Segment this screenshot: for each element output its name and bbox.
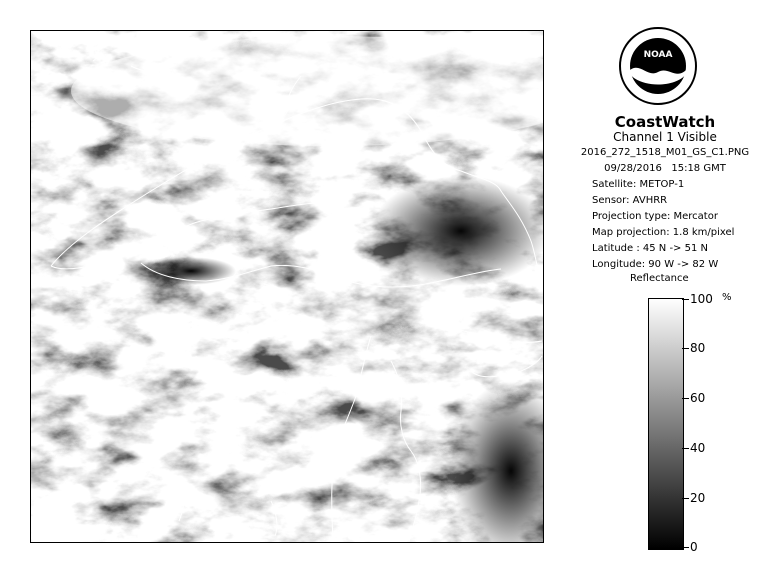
colorbar-tick-label: 0 [690,540,698,554]
latitude-label: Latitude : 45 N -> 51 N [592,243,708,254]
noaa-logo [618,26,698,106]
logo-text: NOAA [643,50,673,60]
colorbar-tick [682,348,689,349]
longitude-label: Longitude: 90 W -> 82 W [592,259,719,270]
colorbar-tick-label: 100 [690,292,713,306]
colorbar-tick [682,398,689,399]
colorbar-tick [682,448,689,449]
colorbar-tick-label: 60 [690,391,706,405]
projection-type-label: Projection type: Mercator [592,211,718,222]
cloud-imagery [31,31,543,542]
colorbar-tick-label: 80 [690,341,706,355]
colorbar-tick-label: 20 [690,491,706,505]
colorbar-tick [682,547,689,548]
satellite-image [30,30,544,543]
map-projection-label: Map projection: 1.8 km/pixel [592,227,735,238]
colorbar-tick [682,299,689,300]
date-time: 09/28/2016 15:18 GMT [604,163,726,174]
colorbar-tick [682,498,689,499]
colorbar-label: Reflectance [630,273,689,284]
page-title: CoastWatch [614,113,716,131]
colorbar-unit: % [722,292,732,303]
file-name: 2016_272_1518_M01_GS_C1.PNG [580,147,750,158]
colorbar-tick-label: 40 [690,441,706,455]
sensor-label: Sensor: AVHRR [592,195,668,206]
channel-label: Channel 1 Visible [613,130,717,144]
satellite-label: Satellite: METOP-1 [592,179,685,190]
reflectance-colorbar [648,298,684,550]
